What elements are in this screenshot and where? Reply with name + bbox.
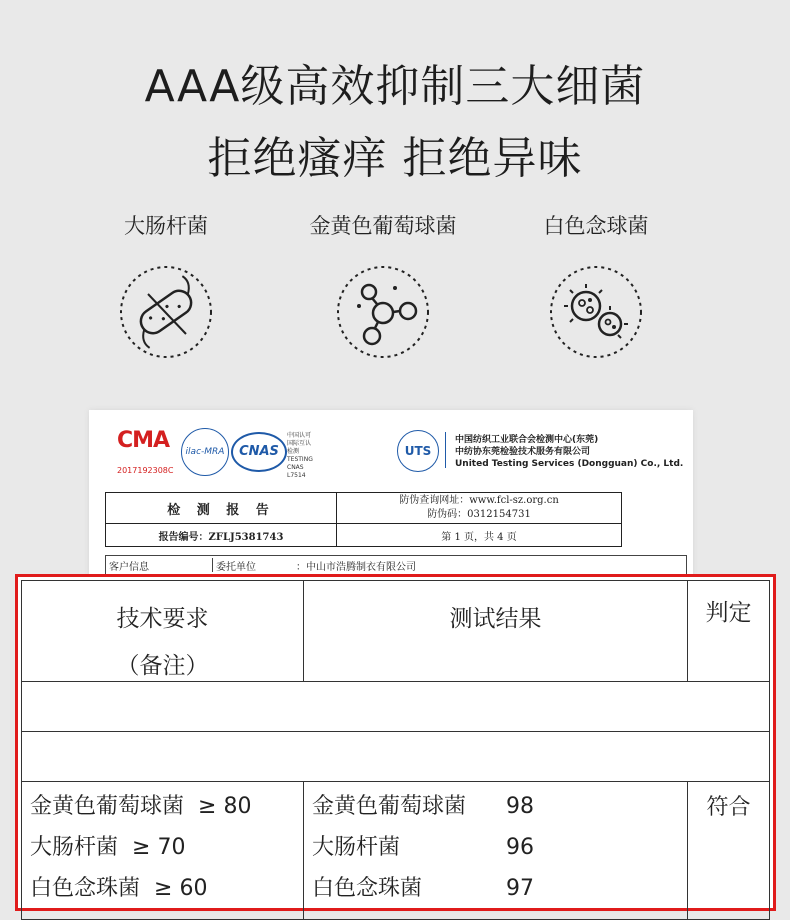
verify-info: 防伪查询网址：www.fcl-sz.org.cn 防伪码：0312154731 bbox=[337, 493, 622, 524]
measured-cell: 金黄色葡萄球菌 98 大肠杆菌 96 白色念珠菌 97 bbox=[304, 782, 688, 920]
rod-bacteria-icon bbox=[118, 264, 214, 360]
molecule-cluster-icon bbox=[335, 264, 431, 360]
results-highlight-box bbox=[15, 574, 776, 911]
header-judgement: 判定 bbox=[688, 581, 770, 682]
results-table bbox=[21, 580, 770, 920]
client-info-row bbox=[105, 555, 687, 575]
ilac-mra-logo: ilac-MRA bbox=[181, 428, 229, 476]
report-number: 报告编号：ZFLJ5381743 bbox=[106, 524, 337, 547]
bacteria-label: 大肠杆菌 bbox=[124, 214, 208, 238]
bacteria-label: 白色念球菌 bbox=[543, 214, 649, 238]
uts-logo: UTS bbox=[397, 430, 439, 472]
cma-code: 2017192308C bbox=[117, 466, 174, 475]
cma-logo: CMA bbox=[117, 428, 170, 453]
bacteria-label: 金黄色葡萄球菌 bbox=[309, 214, 457, 238]
header-requirement: 技术要求 （备注） bbox=[22, 581, 304, 682]
entrust-value: ：中山市浩腾制衣有限公司 bbox=[296, 562, 416, 573]
headline-line-1: AAA级高效抑制三大细菌 bbox=[144, 61, 646, 112]
report-header-table bbox=[105, 492, 622, 547]
verdict-cell: 符合 bbox=[688, 782, 770, 920]
bacteria-item-ecoli bbox=[66, 212, 266, 364]
divider bbox=[445, 432, 446, 468]
report-title: 检 测 报 告 bbox=[106, 493, 337, 524]
client-label: 客户信息 bbox=[109, 562, 149, 573]
bacteria-item-candida bbox=[496, 212, 696, 364]
cnas-logo: CNAS bbox=[231, 432, 287, 472]
bacteria-item-staph bbox=[283, 212, 483, 364]
cnas-text: 中国认可 国际互认 检测 TESTING CNAS L7514 bbox=[287, 432, 313, 479]
header-result: 测试结果 bbox=[304, 581, 688, 682]
germ-cluster-icon bbox=[548, 264, 644, 360]
requirements-cell: 金黄色葡萄球菌 ≥ 80 大肠杆菌 ≥ 70 白色念珠菌 ≥ 60 bbox=[22, 782, 304, 920]
page-info: 第 1 页，共 4 页 bbox=[337, 524, 622, 547]
entrust-label: 委托单位 bbox=[212, 558, 256, 572]
table-row-empty bbox=[22, 732, 770, 782]
table-row-results bbox=[22, 782, 770, 920]
table-row-empty bbox=[22, 682, 770, 732]
testing-org-name: 中国纺织工业联合会检测中心(东莞) 中纺协东莞检验技术服务有限公司 United Testing Services (Dongguan) Co., Ltd. bbox=[455, 435, 684, 469]
headline-line-2: 拒绝瘙痒 拒绝异味 bbox=[207, 133, 583, 184]
